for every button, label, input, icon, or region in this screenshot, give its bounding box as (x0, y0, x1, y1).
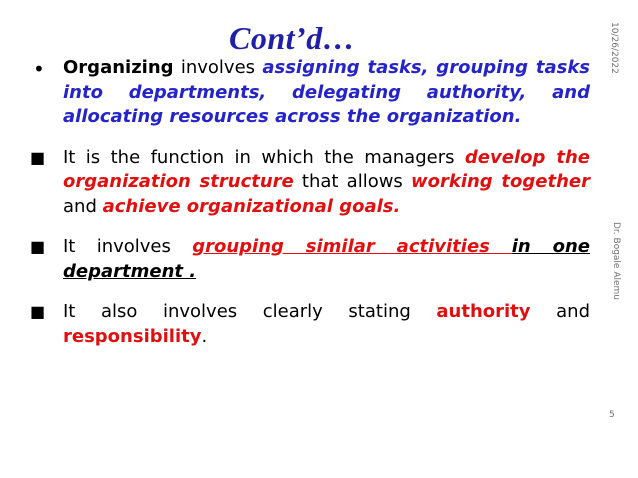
filled-circle-bullet-icon: • (33, 57, 45, 81)
text-segment: and (63, 195, 103, 217)
slide-title: Cont’d… (229, 20, 356, 56)
bullet-item (30, 146, 590, 220)
bullet-text (63, 300, 590, 349)
text-segment: It also involves clearly stating (63, 301, 437, 322)
emphasis-red-bold: responsibility (63, 325, 202, 347)
page-number: 5 (609, 410, 615, 420)
filled-square-bullet-icon: ■ (30, 302, 46, 321)
bullet-item (30, 235, 590, 284)
emphasis-red: achieve organizational goals. (102, 195, 401, 217)
text-segment: and (530, 301, 590, 322)
term-organizing: Organizing (63, 57, 174, 78)
bullet-item (30, 300, 590, 349)
text-segment: involves (173, 57, 263, 78)
text-segment: that allows (293, 171, 411, 192)
slide-author: Dr. Bogale Alemu (611, 222, 621, 300)
text-segment: . (201, 325, 208, 347)
text-segment: It is the function in which the managers (63, 146, 465, 168)
emphasis-black-underlined: in one department . (63, 236, 590, 282)
filled-square-bullet-icon: ■ (30, 147, 46, 167)
bullet-item (30, 56, 590, 130)
emphasis-red: develop the organization structure (63, 146, 590, 192)
bullet-text (63, 235, 590, 284)
slide-date: 10/26/2022 (609, 22, 619, 74)
bullet-list (30, 56, 590, 349)
bullet-text (63, 56, 590, 130)
emphasis-blue: assigning tasks, grouping tasks into departments, delegating authority, and allocating resources across the organization. (63, 57, 590, 127)
text-segment: It involves (63, 236, 193, 257)
emphasis-red-bold: authority (436, 301, 531, 322)
bullet-text (63, 146, 590, 220)
emphasis-red: working together (410, 171, 590, 192)
emphasis-red-underlined: grouping similar activities (192, 236, 512, 257)
filled-square-bullet-icon: ■ (30, 237, 46, 256)
